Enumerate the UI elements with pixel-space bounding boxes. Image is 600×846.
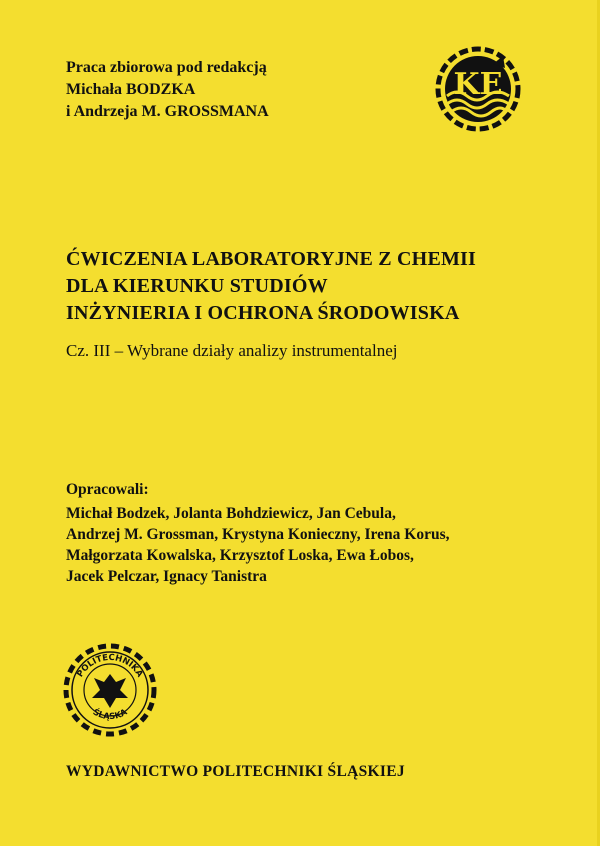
title-line-2: DLA KIERUNKU STUDIÓW bbox=[66, 275, 328, 297]
authors-line: Jacek Pelczar, Ignacy Tanistra bbox=[66, 568, 267, 585]
authors-line: Andrzej M. Grossman, Krystyna Konieczny, Irena Korus, bbox=[66, 526, 450, 543]
authors-label: Opracowali: bbox=[66, 481, 149, 498]
seal-top-text: POLITECHNIKA bbox=[75, 652, 145, 680]
editors-block bbox=[66, 57, 269, 123]
publisher-name: WYDAWNICTWO POLITECHNIKI ŚLĄSKIEJ bbox=[66, 763, 405, 780]
institute-logo-icon bbox=[433, 44, 523, 134]
seal-bottom-text: ŚLĄSKA bbox=[90, 707, 130, 723]
authors-block bbox=[66, 479, 449, 587]
book-title bbox=[66, 246, 476, 327]
editors-line-1: Praca zbiorowa pod redakcją bbox=[66, 59, 267, 76]
title-line-3: INŻYNIERIA I OCHRONA ŚRODOWISKA bbox=[66, 302, 460, 324]
authors-line: Małgorzata Kowalska, Krzysztof Loska, Ewa Łobos, bbox=[66, 547, 414, 564]
editors-line-3: i Andrzeja M. GROSSMANA bbox=[66, 103, 269, 120]
university-seal-icon bbox=[62, 642, 158, 738]
svg-text:ŚLĄSKA bbox=[91, 706, 130, 723]
book-subtitle: Cz. III – Wybrane działy analizy instrumentalnej bbox=[66, 341, 398, 360]
editors-line-2: Michała BODZKA bbox=[66, 81, 196, 98]
title-line-1: ĆWICZENIA LABORATORYJNE Z CHEMII bbox=[66, 248, 477, 270]
svg-text:KE: KE bbox=[453, 67, 503, 102]
authors-line: Michał Bodzek, Jolanta Bohdziewicz, Jan Cebula, bbox=[66, 505, 396, 522]
